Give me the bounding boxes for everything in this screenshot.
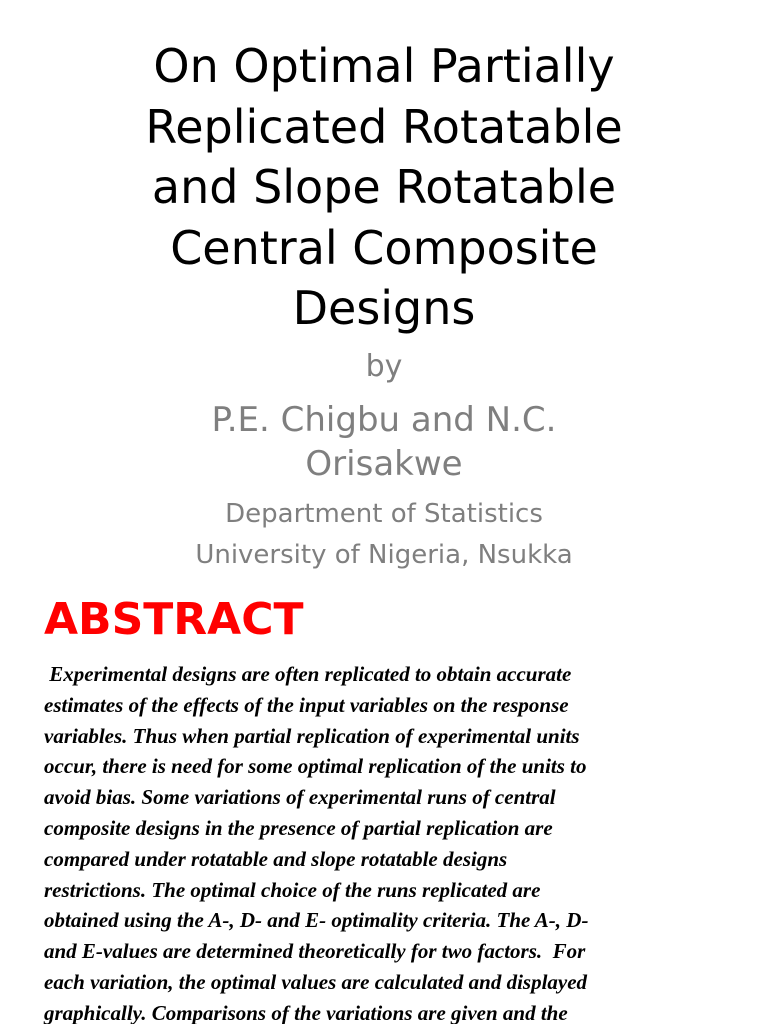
title-line: Designs: [292, 281, 476, 335]
abstract-line: estimates of the effects of the input variables on the response: [44, 692, 569, 717]
abstract-line: restrictions. The optimal choice of the runs replicated are: [44, 877, 541, 902]
abstract-line: each variation, the optimal values are calculated and displayed: [44, 969, 588, 994]
abstract-line: and E-values are determined theoretically for two factors. For: [44, 939, 586, 964]
abstract-body: [44, 659, 744, 1024]
abstract-line: variables. Thus when partial replication of experimental units: [44, 723, 580, 748]
title-line: On Optimal Partially: [153, 39, 615, 93]
abstract-line: graphically. Comparisons of the variations are given and the: [44, 1000, 568, 1024]
abstract-line: obtained using the A-, D- and E- optimality criteria. The A-, D-: [44, 908, 589, 933]
author-line: P.E. Chigbu and N.C.: [211, 400, 557, 440]
abstract-line: compared under rotatable and slope rotatable designs: [44, 846, 508, 871]
title-line: Central Composite: [170, 220, 598, 275]
page-title: [40, 36, 728, 339]
affiliation: [40, 494, 728, 576]
abstract-line: Experimental designs are often replicated to obtain accurate: [44, 662, 572, 686]
author-line: Orisakwe: [305, 444, 463, 484]
title-line: Replicated Rotatable: [145, 99, 623, 154]
affiliation-line: University of Nigeria, Nsukka: [195, 540, 573, 570]
authors: [40, 398, 728, 486]
abstract-line: composite designs in the presence of partial replication are: [44, 815, 553, 840]
abstract-line: occur, there is need for some optimal replication of the units to: [44, 754, 587, 779]
abstract-line: avoid bias. Some variations of experimental runs of central: [44, 785, 556, 810]
byline: by: [365, 349, 403, 384]
affiliation-line: Department of Statistics: [225, 499, 543, 529]
abstract-heading: ABSTRACT: [44, 594, 304, 645]
title-line: and Slope Rotatable: [151, 160, 617, 214]
